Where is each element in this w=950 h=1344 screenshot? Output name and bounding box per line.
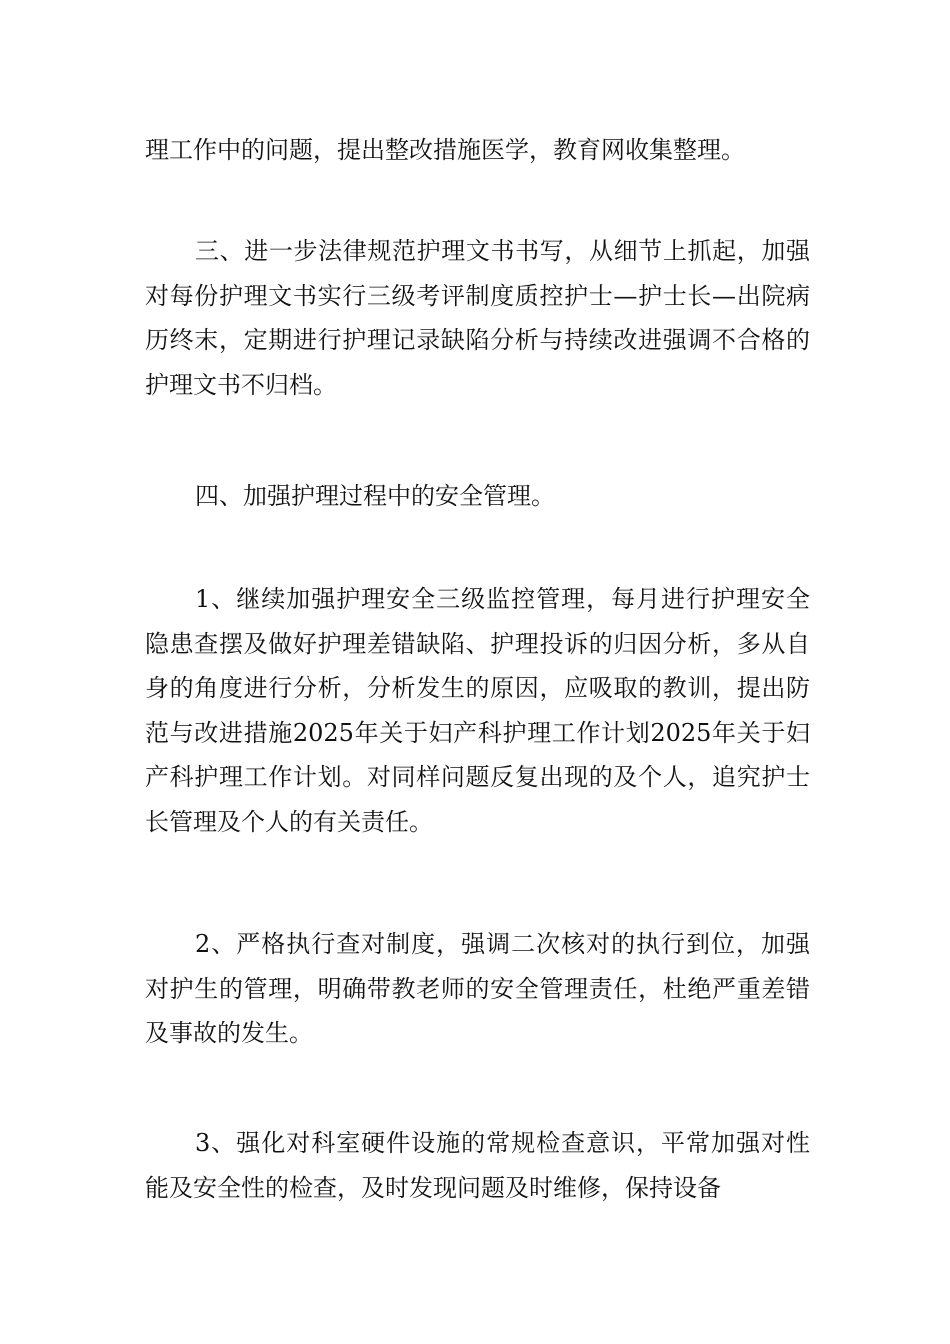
paragraph-item-1: 1、继续加强护理安全三级监控管理，每月进行护理安全隐患查摆及做好护理差错缺陷、护理投诉的归因分析，多从自身的角度进行分析，分析发生的原因，应吸取的教训，提出防范与改进措施2025年关于妇产科护理工作计划2025年关于妇产科护理工作计划。对同样问题反复出现的及个人，追究护士长管理及个人的有关责任。 <box>145 585 810 836</box>
paragraph-item-2: 2、严格执行查对制度，强调二次核对的执行到位，加强对护生的管理，明确带教老师的安全管理责任，杜绝严重差错及事故的发生。 <box>145 930 810 1047</box>
paragraph-item-3: 3、强化对科室硬件设施的常规检查意识，平常加强对性能及安全性的检查，及时发现问题及时维修，保持设备 <box>145 1129 810 1202</box>
paragraph-section-four-heading: 四、加强护理过程中的安全管理。 <box>195 482 555 510</box>
paragraph-section-three: 三、进一步法律规范护理文书书写，从细节上抓起，加强对每份护理文书实行三级考评制度质控护士—护士长—出院病历终末，定期进行护理记录缺陷分析与持续改进强调不合格的护理文书不归档。 <box>145 237 810 399</box>
paragraph-continuation: 理工作中的问题，提出整改措施医学，教育网收集整理。 <box>145 136 745 164</box>
